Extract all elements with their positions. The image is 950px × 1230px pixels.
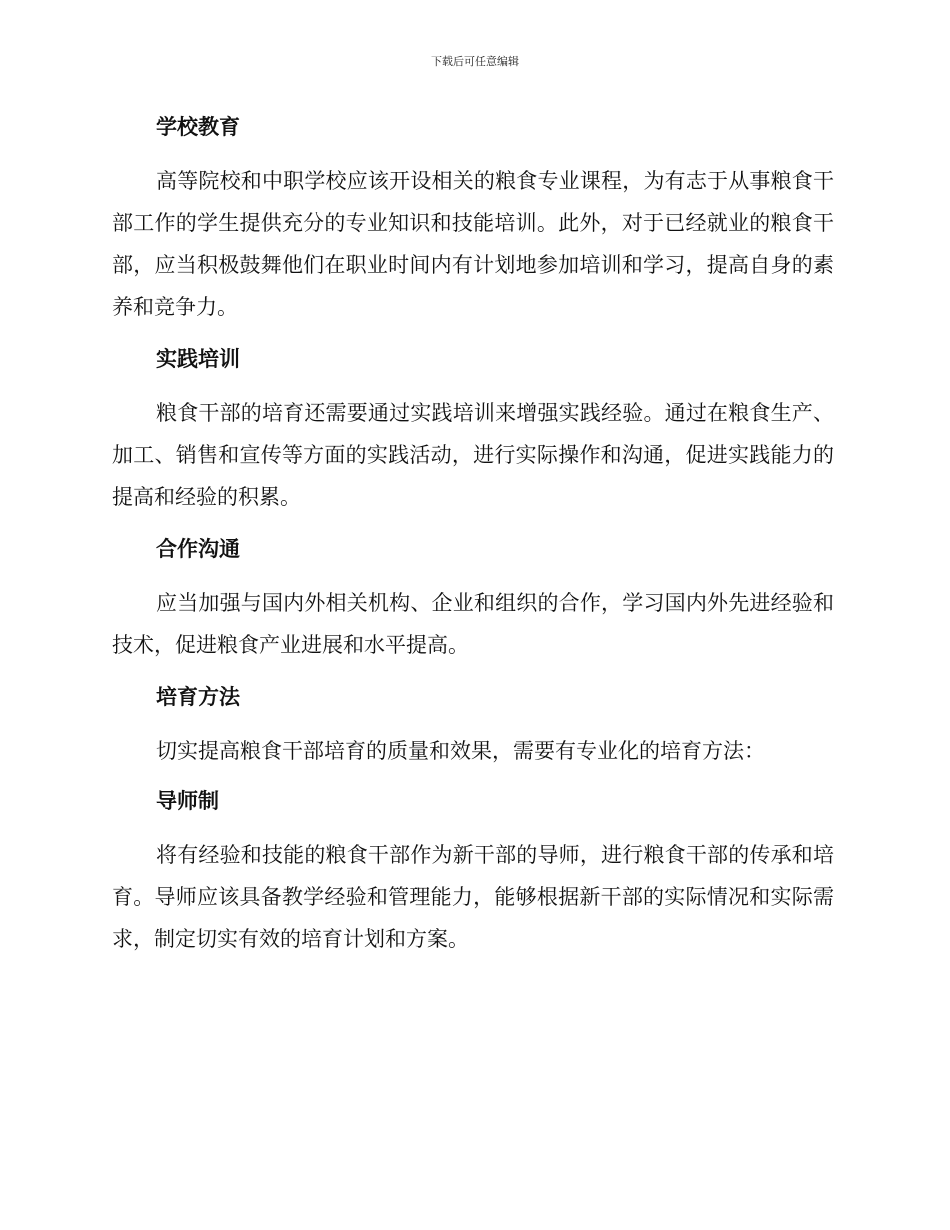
section-paragraph-cooperation: 应当加强与国内外相关机构、企业和组织的合作，学习国内外先进经验和技术，促进粮食产业进展和水平提高。 <box>112 591 834 657</box>
section-paragraph-school-education: 高等院校和中职学校应该开设相关的粮食专业课程，为有志于从事粮食干部工作的学生提供充分的专业知识和技能培训。此外，对于已经就业的粮食干部，应当积极鼓舞他们在职业时间内有计划地参加培训和学习，提高自身的素养和竞争力。 <box>112 169 834 319</box>
section-heading-practical-training: 实践培训 <box>156 346 240 371</box>
section-paragraph-mentorship: 将有经验和技能的粮食干部作为新干部的导师，进行粮食干部的传承和培育。导师应该具备教学经验和管理能力，能够根据新干部的实际情况和实际需求，制定切实有效的培育计划和方案。 <box>112 843 834 951</box>
section-heading-cooperation: 合作沟通 <box>156 536 240 561</box>
section-heading-training-methods: 培育方法 <box>156 684 240 709</box>
section-paragraph-training-methods: 切实提高粮食干部培育的质量和效果，需要有专业化的培育方法： <box>156 739 765 763</box>
section-heading-school-education: 学校教育 <box>156 114 240 139</box>
page-header: 下载后可任意编辑 <box>431 55 519 68</box>
section-paragraph-practical-training: 粮食干部的培育还需要通过实践培训来增强实践经验。通过在粮食生产、加工、销售和宣传等方面的实践活动，进行实际操作和沟通，促进实践能力的提高和经验的积累。 <box>112 401 834 509</box>
section-heading-mentorship: 导师制 <box>156 788 219 813</box>
document-body <box>112 108 834 960</box>
